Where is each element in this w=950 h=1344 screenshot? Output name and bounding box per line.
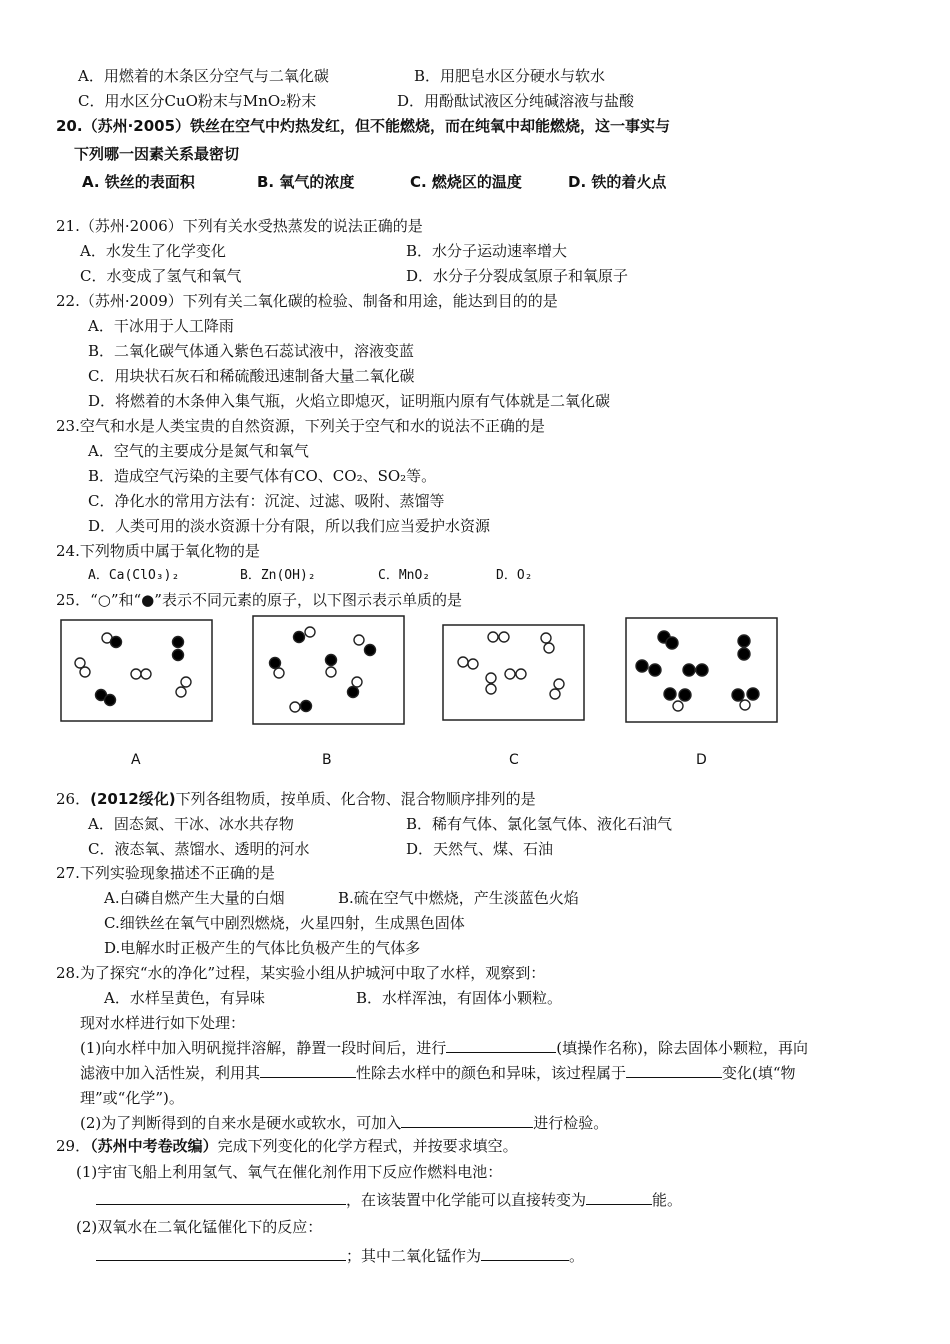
q28-option-a: A．水样呈黄色，有异味 [104,989,265,1007]
q24-option-a: A．Ca(ClO₃)₂ [88,568,180,583]
q26-source: (2012绥化) [90,790,176,808]
q27-option-c: C.细铁丝在氧气中剧烈燃烧，火星四射，生成黑色固体 [104,914,465,932]
q26-stem-line [56,789,536,809]
q29-part2-text-b: ；其中二氧化锰作为 [346,1247,482,1265]
q29-part1-text-c: 能。 [652,1191,683,1209]
diagram-label-d: D [696,752,707,768]
q29-part2-answer-line [96,1246,584,1266]
q22-option-b: B．二氧化碳气体通入紫色石蕊试液中，溶液变蓝 [88,342,415,360]
q29-part1-text-b: ，在该装置中化学能可以直接转变为 [346,1191,587,1209]
q25-stem: 25．“○”和“●”表示不同元素的原子，以下图示表示单质的是 [56,591,462,609]
q28-part1-text-b: (填操作名称)，除去固体小颗粒，再向 [556,1039,808,1057]
q28-part2-line [80,1113,608,1133]
q25-molecule-diagrams [0,610,950,780]
q19-option-b: B．用肥皂水区分硬水与软水 [414,67,606,85]
q23-option-a: A．空气的主要成分是氮气和氧气 [88,442,309,460]
diagram-label-a: A [131,752,141,768]
q22-option-c: C．用块状石灰石和稀硫酸迅速制备大量二氧化碳 [88,367,415,385]
q20-option-d: D. 铁的着火点 [568,173,667,191]
q26-option-d: D．天然气、煤、石油 [406,840,554,858]
q27-option-a: A.白磷自燃产生大量的白烟 [104,889,285,907]
q28-part2-text-a: (2)为了判断得到的自来水是硬水或软水，可加入 [80,1114,402,1132]
q21-option-c: C．水变成了氢气和氧气 [80,267,242,285]
q27-stem: 27.下列实验现象描述不正确的是 [56,864,275,882]
q28-part2-text-b: 进行检验。 [533,1114,609,1132]
q28-part1-text-c: 滤液中加入活性炭，利用其 [80,1064,261,1082]
q29-number: 29． [56,1137,91,1155]
q29-blank-role[interactable] [481,1246,569,1261]
q28-blank-property[interactable] [260,1063,356,1078]
q23-option-d: D．人类可用的淡水资源十分有限，所以我们应当爱护水资源 [88,517,491,535]
q19-option-a: A．用燃着的木条区分空气与二氧化碳 [78,67,329,85]
q28-intro: 现对水样进行如下处理： [80,1014,246,1032]
q20-option-b: B. 氧气的浓度 [257,173,355,191]
q26-option-c: C．液态氧、蒸馏水、透明的河水 [88,840,310,858]
q28-part1-line2 [80,1063,796,1083]
q29-blank-energy[interactable] [586,1190,652,1205]
q27-option-b: B.硫在空气中燃烧，产生淡蓝色火焰 [338,889,579,907]
q19-option-d: D．用酚酞试液区分纯碱溶液与盐酸 [397,92,635,110]
q24-option-d: D．O₂ [496,568,533,583]
q29-stem-line [56,1136,518,1156]
q21-option-d: D．水分子分裂成氢原子和氧原子 [406,267,629,285]
q20-option-c: C. 燃烧区的温度 [410,173,522,191]
q28-option-b: B．水样浑浊，有固体小颗粒。 [356,989,563,1007]
q29-blank-equation-2[interactable] [96,1246,346,1261]
q19-option-c: C．用水区分CuO粉末与MnO₂粉末 [78,92,317,110]
q29-stem: 完成下列变化的化学方程式，并按要求填空。 [217,1137,518,1155]
q29-part1: (1)宇宙飞船上利用氢气、氧气在催化剂作用下反应作燃料电池： [76,1163,503,1181]
q29-part1-answer-line [96,1190,682,1210]
q29-blank-equation-1[interactable] [96,1190,346,1205]
q22-option-a: A．干冰用于人工降雨 [88,317,234,335]
q28-blank-change-type[interactable] [626,1063,722,1078]
q23-option-c: C．净化水的常用方法有：沉淀、过滤、吸附、蒸馏等 [88,492,445,510]
q29-part2: (2)双氧水在二氧化锰催化下的反应： [76,1218,323,1236]
q23-stem: 23.空气和水是人类宝贵的自然资源，下列关于空气和水的说法不正确的是 [56,417,545,435]
q28-part1-line1 [80,1038,808,1058]
q28-blank-reagent[interactable] [401,1113,533,1128]
q22-stem: 22.（苏州·2009）下列有关二氧化碳的检验、制备和用途，能达到目的的是 [56,292,558,310]
q21-stem: 21.（苏州·2006）下列有关水受热蒸发的说法正确的是 [56,217,423,235]
q22-option-d: D．将燃着的木条伸入集气瓶，火焰立即熄灭，证明瓶内原有气体就是二氧化碳 [88,392,611,410]
q29-part2-text-c: 。 [569,1247,585,1265]
q21-option-b: B．水分子运动速率增大 [406,242,568,260]
q24-option-b: B．Zn(OH)₂ [240,568,316,583]
diagram-label-b: B [322,752,332,768]
q26-number: 26． [56,790,91,808]
q20-stem-line1: 20.（苏州·2005）铁丝在空气中灼热发红，但不能燃烧，而在纯氧中却能燃烧，这一事实与 [56,117,671,135]
q20-stem-line2: 下列哪一因素关系最密切 [74,145,240,163]
q28-part1-text-e: 变化(填“物 [722,1064,796,1082]
q21-option-a: A．水发生了化学变化 [80,242,226,260]
diagram-label-c: C [509,752,519,768]
q26-stem: 下列各组物质，按单质、化合物、混合物顺序排列的是 [175,790,536,808]
q28-part1-text-a: (1)向水样中加入明矾搅拌溶解，静置一段时间后，进行 [80,1039,447,1057]
q28-part1-text-d: 性除去水样中的颜色和异味，该过程属于 [356,1064,627,1082]
q24-stem: 24.下列物质中属于氧化物的是 [56,542,260,560]
q26-option-b: B．稀有气体、氯化氢气体、液化石油气 [406,815,673,833]
q28-part1-text-f: 理”或“化学”)。 [80,1089,184,1107]
q20-option-a: A. 铁丝的表面积 [82,173,195,191]
q26-option-a: A．固态氮、干冰、冰水共存物 [88,815,294,833]
q28-blank-operation[interactable] [446,1038,556,1053]
q28-stem: 28.为了探究“水的净化”过程，某实验小组从护城河中取了水样，观察到： [56,964,546,982]
q27-option-d: D.电解水时正极产生的气体比负极产生的气体多 [104,939,421,957]
q29-source: （苏州中考卷改编） [90,1137,218,1155]
q24-option-c: C．MnO₂ [378,568,431,583]
q23-option-b: B．造成空气污染的主要气体有CO、CO₂、SO₂等。 [88,467,437,485]
